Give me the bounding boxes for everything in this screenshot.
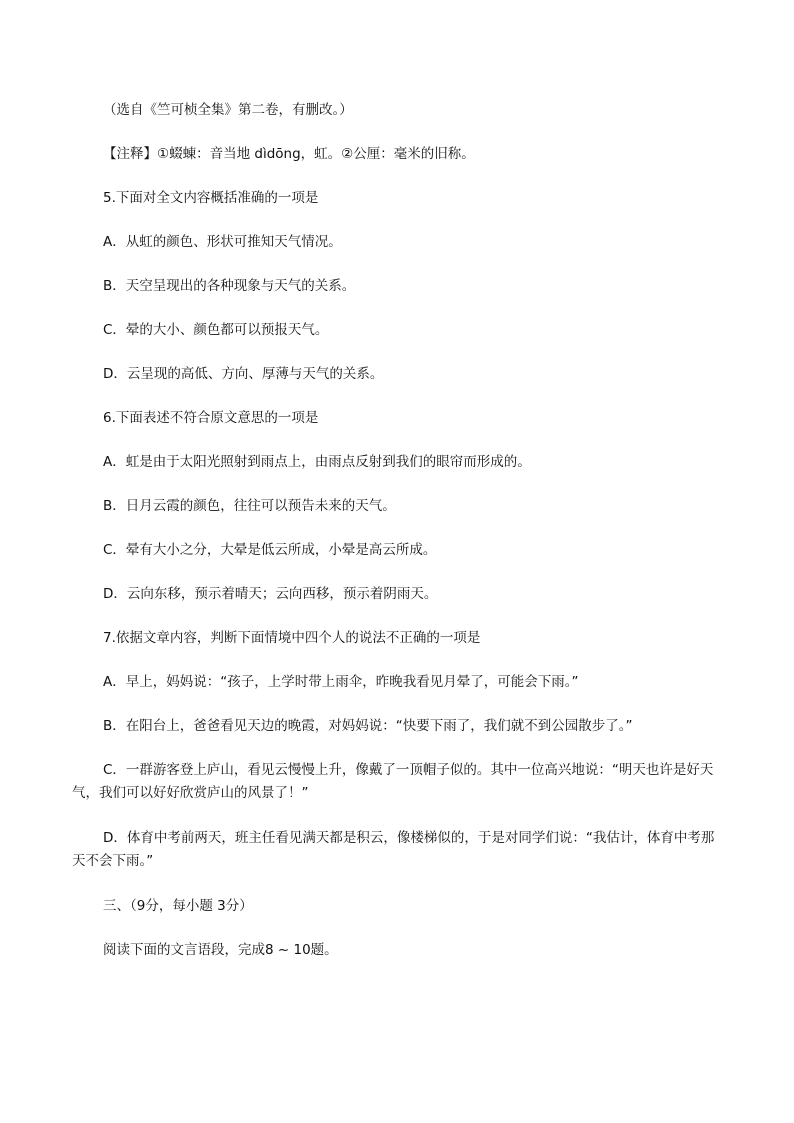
question-6-option-a: A．虹是由于太阳光照射到雨点上，由雨点反射到我们的眼帘而形成的。 <box>103 454 531 470</box>
section-3-heading: 三、（9分，每小题 3分） <box>103 898 253 914</box>
section-3-instruction: 阅读下面的文言语段，完成8 ~ 10题。 <box>103 942 338 958</box>
source-note: （选自《竺可桢全集》第二卷，有删改。） <box>103 102 353 118</box>
question-7-option-d: D．体育中考前两天，班主任看见满天都是积云，像楼梯似的，于是对同学们说：“我估计，体育中考那天不会下雨。” <box>72 830 715 869</box>
question-5-option-a: A．从虹的颜色、形状可推知天气情况。 <box>103 234 342 250</box>
question-7-option-a: A．早上，妈妈说：“孩子，上学时带上雨伞，昨晚我看见月晕了，可能会下雨。” <box>103 674 579 690</box>
question-7-option-c: C．一群游客登上庐山，看见云慢慢上升，像戴了一顶帽子似的。其中一位高兴地说：“明天也许是好天气，我们可以好好欣赏庐山的风景了！” <box>72 762 714 801</box>
question-5-stem: 5.下面对全文内容概括准确的一项是 <box>103 190 319 206</box>
question-5-option-d: D．云呈现的高低、方向、厚薄与天气的关系。 <box>103 366 384 382</box>
question-7-option-b: B．在阳台上，爸爸看见天边的晚霞，对妈妈说：“快要下雨了，我们就不到公园散步了。” <box>103 718 633 734</box>
question-6-option-b: B．日月云霞的颜色，往往可以预告未来的天气。 <box>103 498 396 514</box>
question-5-option-b: B．天空呈现出的各种现象与天气的关系。 <box>103 278 356 294</box>
question-6-stem: 6.下面表述不符合原文意思的一项是 <box>103 410 319 426</box>
question-6-option-d: D．云向东移，预示着晴天；云向西移，预示着阴雨天。 <box>103 586 438 602</box>
question-5-option-c: C．晕的大小、颜色都可以预报天气。 <box>103 322 329 338</box>
annotation-note: 【注释】①蝃蝀：音当地 dìdōng，虹。②公厘：毫米的旧称。 <box>103 146 475 162</box>
question-7-stem: 7.依据文章内容，判断下面情境中四个人的说法不正确的一项是 <box>103 630 481 646</box>
question-6-option-c: C．晕有大小之分，大晕是低云所成，小晕是高云所成。 <box>103 542 437 558</box>
